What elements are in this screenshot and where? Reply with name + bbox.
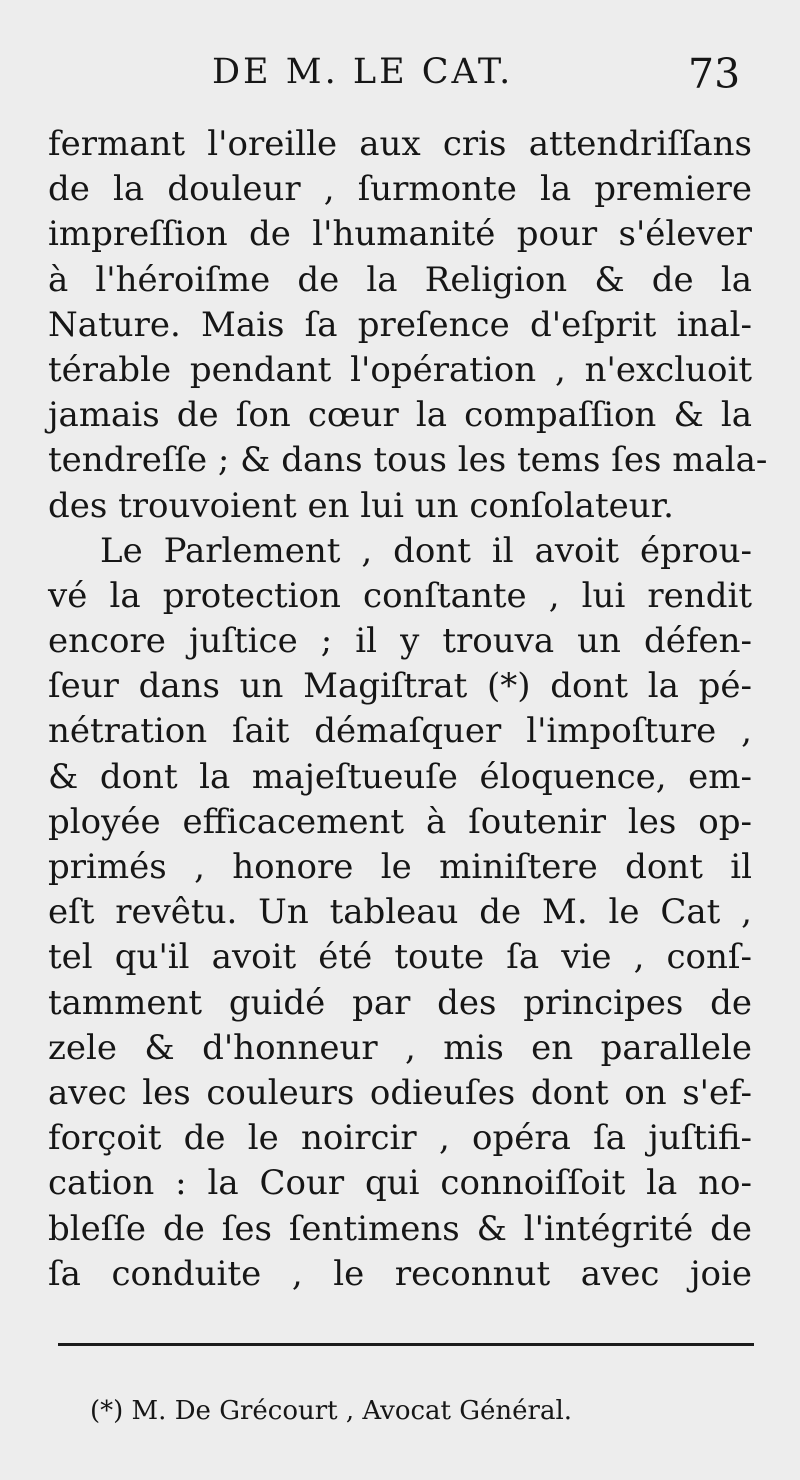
text-line: cation : la Cour qui connoiſſoit la no- <box>48 1163 752 1204</box>
text-line: & dont la majeſtueuſe éloquence, em- <box>48 756 752 797</box>
text-line: de la douleur , ſurmonte la premiere <box>48 169 752 210</box>
text-line: encore juſtice ; il y trouva un défen- <box>48 621 752 662</box>
text-line: tamment guidé par des principes de <box>48 982 752 1023</box>
body-text <box>48 122 768 1297</box>
text-line: tendreſſe ; & dans tous les tems ſes mala- <box>48 440 768 481</box>
text-line: ſa conduite , le reconnut avec joie <box>48 1253 752 1294</box>
running-head <box>0 52 800 102</box>
text-line: zele & d'honneur , mis en parallele <box>48 1027 752 1068</box>
text-line: nétration ſait démaſquer l'impoſture , <box>48 711 752 752</box>
text-line: tel qu'il avoit été toute ſa vie , conſ- <box>48 937 752 978</box>
text-line: jamais de ſon cœur la compaſſion & la <box>48 395 752 436</box>
page-number: 73 <box>688 50 741 98</box>
text-line: primés , honore le miniſtere dont il <box>48 847 752 887</box>
running-head-title: DE M. LE CAT. <box>212 52 514 92</box>
footnote: (*) M. De Grécourt , Avocat Général. <box>90 1396 573 1426</box>
text-line: Nature. Mais ſa preſence d'eſprit inal- <box>48 304 752 345</box>
text-line: vé la protection conſtante , lui rendit <box>48 575 752 616</box>
text-line: Le Parlement , dont il avoit éprou- <box>100 530 752 571</box>
text-line: impreſſion de l'humanité pour s'élever <box>48 214 752 255</box>
text-line: forçoit de le noircir , opéra ſa juſtifi- <box>48 1118 752 1159</box>
text-line: ployée efficacement à ſoutenir les op- <box>48 801 752 842</box>
text-line: avec les couleurs odieuſes dont on s'ef- <box>48 1072 752 1113</box>
text-line: bleſſe de ſes ſentimens & l'intégrité de <box>48 1208 752 1249</box>
text-line: eſt revêtu. Un tableau de M. le Cat , <box>48 892 752 933</box>
text-line: ſeur dans un Magiſtrat (*) dont la pé- <box>48 666 752 707</box>
text-line: à l'héroiſme de la Religion & de la <box>48 259 752 300</box>
text-line: des trouvoient en lui un conſolateur. <box>48 485 674 526</box>
text-line: térable pendant l'opération , n'excluoit <box>48 349 752 390</box>
text-line: fermant l'oreille aux cris attendriſſans <box>48 124 752 164</box>
footnote-rule <box>58 1343 754 1346</box>
